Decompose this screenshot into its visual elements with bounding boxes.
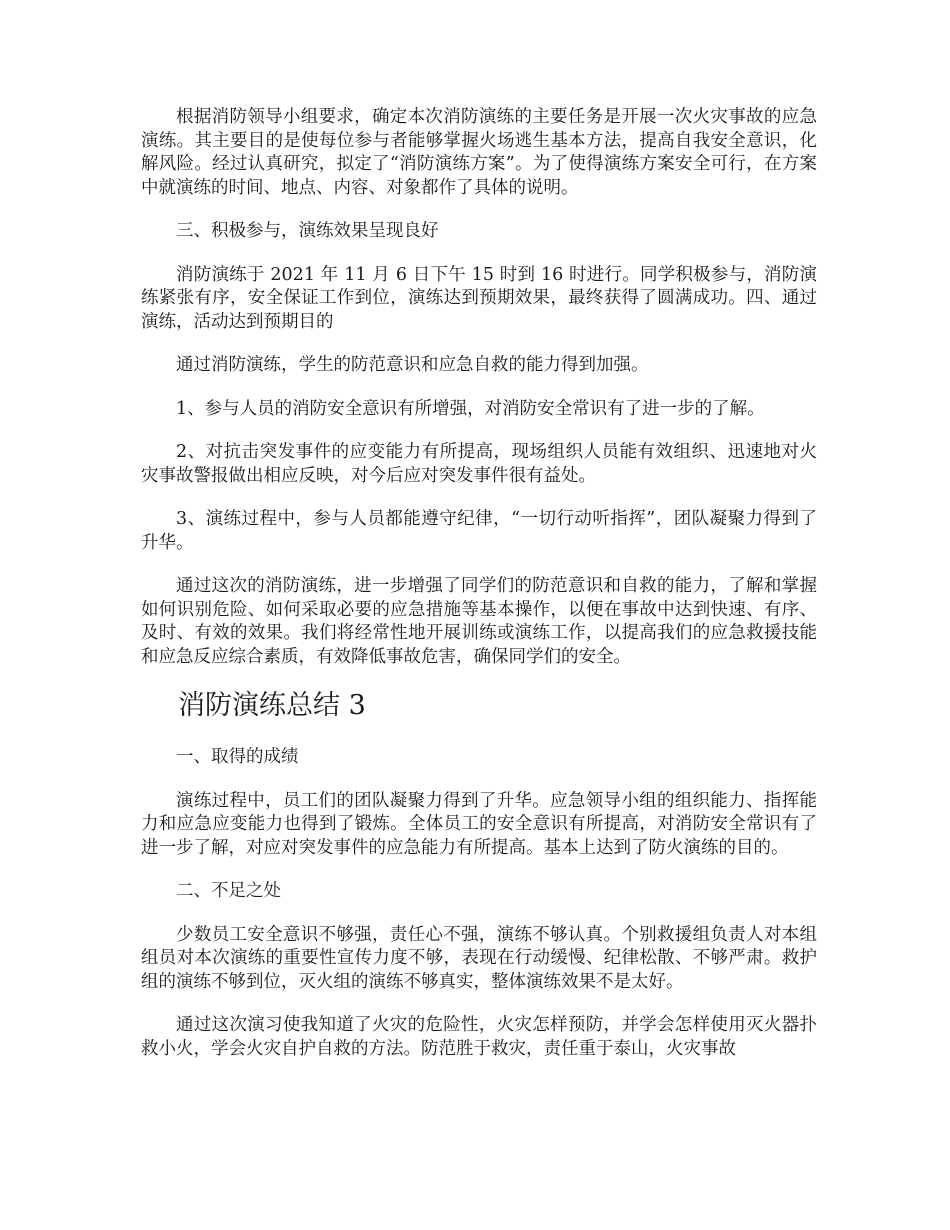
section-title: 消防演练总结 3 (178, 690, 366, 721)
paragraph-shortcomings: 少数员工安全意识不够强，责任心不强，演练不够认真。个别救援组负责人对本组组员对本次演练的重要性宣传力度不够，表现在行动缓慢、纪律松散、不够严肃。救护组的演练不够到位，灭火组的演练不够真实，整体演练效果不是太好。 (141, 924, 817, 992)
paragraph-achievements: 演练过程中，员工们的团队凝聚力得到了升华。应急领导小组的组织能力、指挥能力和应急应变能力也得到了锻炼。全体员工的安全意识有所提高，对消防安全常识有了进一步了解，对应对突发事件的应急能力有所提高。基本上达到了防火演练的目的。 (141, 790, 817, 858)
paragraph-point-1: 1、参与人员的消防安全意识有所增强，对消防安全常识有了进一步的了解。 (176, 398, 765, 419)
paragraph-awareness-strengthened: 通过消防演练，学生的防范意识和应急自救的能力得到加强。 (176, 355, 649, 375)
paragraph-heading-shortcomings: 二、不足之处 (176, 881, 281, 901)
paragraph-point-2: 2、对抗击突发事件的应变能力有所提高，现场组织人员能有效组织、迅速地对火灾事故警报做出相应反映，对今后应对突发事件很有益处。 (141, 442, 817, 486)
document-page (141, 106, 817, 1081)
paragraph-drill-purpose: 根据消防领导小组要求，确定本次消防演练的主要任务是开展一次火灾事故的应急演练。其主要目的是使每位参与者能够掌握火场逃生基本方法，提高自我安全意识，化解风险。经过认真研究，拟定了“消防演练方案”。为了使得演练方案安全可行，在方案中就演练的时间、地点、内容、对象都作了具体的说明。 (141, 107, 817, 198)
paragraph-point-3: 3、演练过程中，参与人员都能遵守纪律，“一切行动听指挥”，团队凝聚力得到了升华。 (141, 509, 817, 553)
paragraph-heading-achievements: 一、取得的成绩 (176, 747, 299, 767)
paragraph-summary: 通过这次的消防演练，进一步增强了同学们的防范意识和自救的能力，了解和掌握如何识别危险、如何采取必要的应急措施等基本操作，以便在事故中达到快速、有序、及时、有效的效果。我们将经常性地开展训练或演练工作，以提高我们的应急救援技能和应急反应综合素质，有效降低事故危害，确保同学们的安全。 (141, 576, 817, 667)
paragraph-lessons: 通过这次演习使我知道了火灾的危险性，火灾怎样预防，并学会怎样使用灭火器扑救小火，学会火灾自护自救的方法。防范胜于救灾，责任重于泰山，火灾事故 (141, 1015, 817, 1059)
paragraph-drill-schedule: 消防演练于 2021 年 11 月 6 日下午 15 时到 16 时进行。同学积极参与，消防演练紧张有序，安全保证工作到位，演练达到预期效果，最终获得了圆满成功。四、通过演练，活动达到预期目的 (141, 264, 817, 332)
paragraph-heading-active-participation: 三、积极参与，演练效果呈现良好 (176, 221, 439, 241)
